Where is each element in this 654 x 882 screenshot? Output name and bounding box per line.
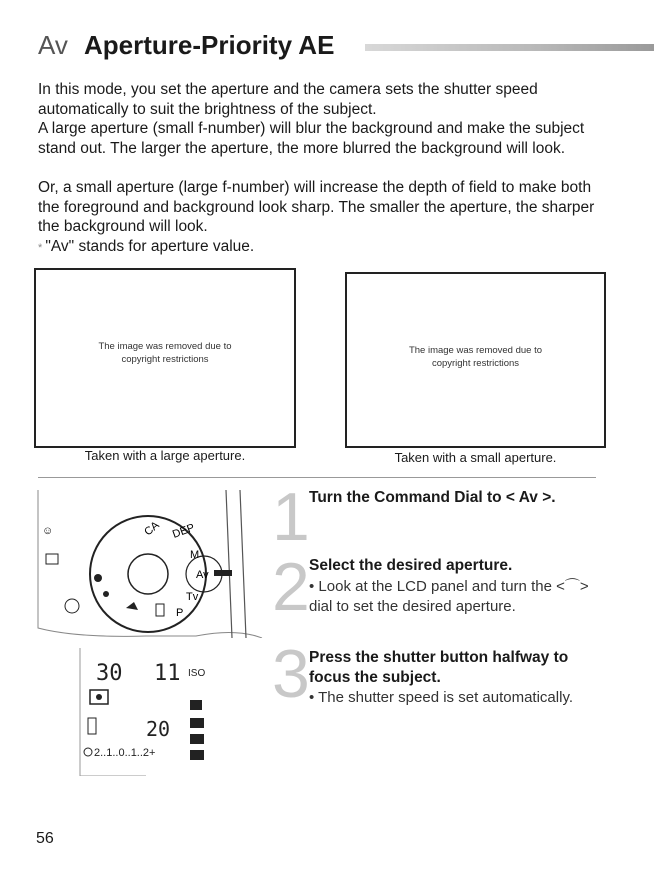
- step-1-heading: Turn the Command Dial to < Av >.: [309, 489, 556, 506]
- intro-paragraph-2: A large aperture (small f-number) will blur the background and make the subject stand out. The larger the aperture, the more blurred the background will look.: [38, 120, 585, 157]
- dial-label-dep: DEP: [170, 521, 197, 541]
- page-title: Aperture-Priority AE: [84, 30, 335, 60]
- photo-placeholder-text: The image was removed due to copyright restrictions: [408, 345, 543, 369]
- lcd-exposure-scale: 2..1..0..1..2+: [94, 747, 156, 759]
- dial-label-av: Av: [196, 569, 209, 581]
- dial-label-m: M: [190, 549, 200, 561]
- photo-large-aperture: [34, 268, 296, 448]
- step-3-number: 3: [272, 636, 310, 712]
- lcd-aperture: 11: [154, 661, 181, 686]
- lcd-panel-icon: [78, 648, 228, 776]
- step-3-body: • The shutter speed is set automatically.: [309, 689, 573, 706]
- page-number: 56: [36, 830, 54, 847]
- dial-label-tv: Tv: [186, 591, 199, 603]
- intro-paragraph-1: In this mode, you set the aperture and the camera sets the shutter speed automatically to suit the brightness of the subject.: [38, 81, 538, 118]
- note-text: "Av" stands for aperture value.: [45, 238, 255, 255]
- step-2-body: • Look at the LCD panel and turn the <⌒> dial to set the desired aperture.: [309, 578, 589, 615]
- photo-caption-large: Taken with a large aperture.: [84, 448, 246, 463]
- title-rule: [365, 44, 654, 51]
- mode-av-label: Av: [38, 30, 68, 60]
- dial-label-p: P: [176, 607, 184, 619]
- intro-paragraph-3: Or, a small aperture (large f-number) will increase the depth of field to make both the foreground and background look sharp. The smaller the aperture, the sharper the background will look.: [38, 179, 595, 235]
- step-1-number: 1: [272, 479, 310, 555]
- section-divider: [38, 477, 596, 478]
- camera-dial-icon: [36, 488, 264, 638]
- photo-small-aperture: [345, 272, 606, 448]
- lcd-iso: ISO: [188, 668, 206, 679]
- step-3-heading: Press the shutter button halfway to focus the subject.: [309, 649, 569, 686]
- av-note: [38, 237, 598, 259]
- photo-placeholder-text: The image was removed due to copyright restrictions: [98, 341, 232, 365]
- lcd-shots: 20: [146, 717, 171, 741]
- lcd-shutter: 30: [96, 661, 123, 686]
- note-prefix: *: [38, 242, 46, 254]
- step-2-number: 2: [272, 549, 310, 625]
- step-2-heading: Select the desired aperture.: [309, 557, 513, 574]
- dial-label-ca: CA: [142, 519, 162, 539]
- photo-caption-small: Taken with a small aperture.: [394, 450, 557, 465]
- svg-text:☺: ☺: [42, 525, 54, 537]
